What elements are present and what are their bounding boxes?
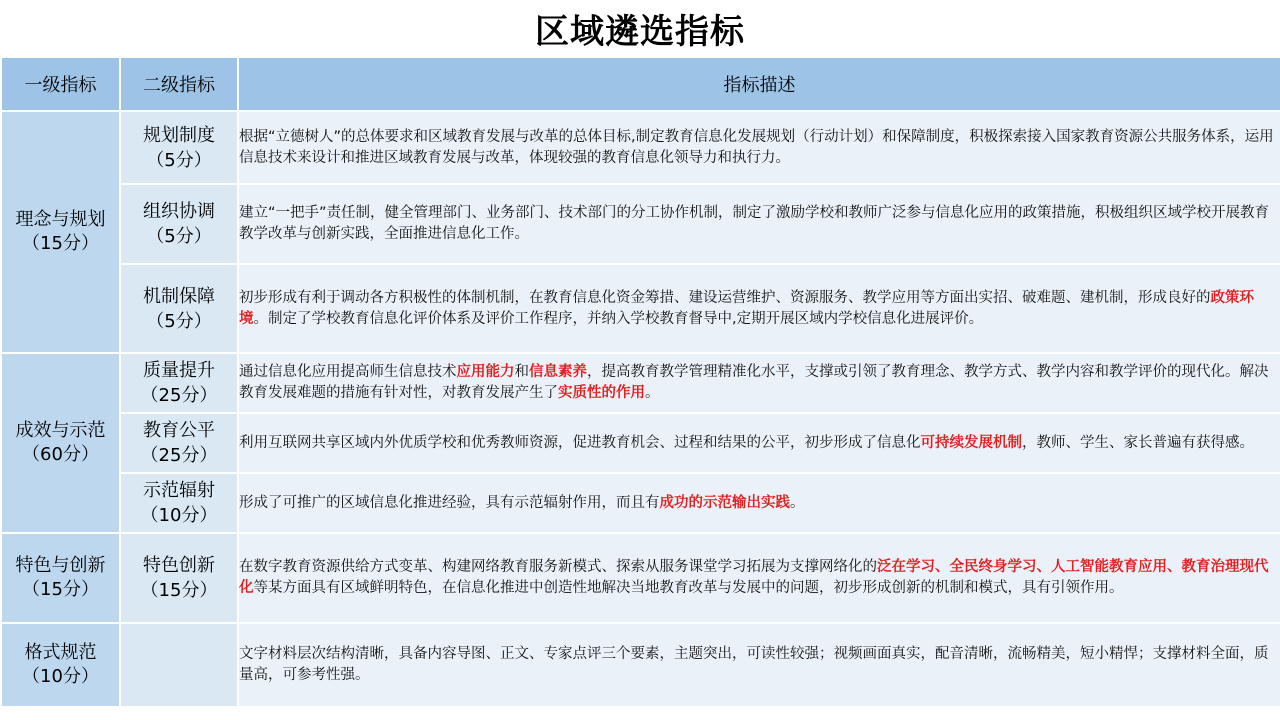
subcategory-name: 组织协调 (143, 201, 215, 222)
highlight-text: 实质性的作用 (558, 385, 645, 401)
description-cell (238, 353, 1280, 413)
description-cell (238, 623, 1280, 707)
subcategory-score: （5分） (146, 310, 212, 332)
category-cell (1, 623, 120, 707)
highlight-text: 信息素养 (529, 364, 587, 380)
indicator-table (0, 56, 1280, 708)
subcategory-name: 机制保障 (143, 285, 215, 307)
highlight-text: 应用能力 (456, 364, 515, 380)
table-row (1, 264, 1280, 353)
category-cell (1, 353, 120, 533)
description-text: 初步形成有利于调动各方积极性的体制机制，在教育信息化资金筹措、建设运营维护、资源服务、教学应用等方面出实招、破难题、建机制，形成良好的 (239, 289, 1211, 306)
subcategory-cell (120, 184, 238, 264)
table-header-row (1, 57, 1280, 111)
highlight-text: 政策环境 (239, 289, 1254, 327)
header-level2: 二级指标 (120, 57, 238, 111)
description-cell (238, 111, 1280, 184)
subcategory-score: （5分） (146, 226, 212, 247)
subcategory-score: （25分） (140, 445, 218, 466)
subcategory-cell (120, 413, 238, 473)
table-row (1, 184, 1280, 264)
subcategory-name: 质量提升 (143, 360, 215, 381)
header-description: 指标描述 (238, 57, 1280, 111)
subcategory-name: 示范辐射 (143, 480, 215, 501)
description-text: 和 (514, 364, 529, 380)
table-row (1, 413, 1280, 473)
description-text: 根据“立德树人”的总体要求和区域教育发展与改革的总体目标,制定教育信息化发展规划（行动计划）和保障制度，积极探索接入国家教育资源公共服务体系，运用信息技术来设计和推进区域教育发展与改革，体现较强的教育信息化领导力和执行力。 (239, 128, 1274, 166)
category-name: 理念与规划 (15, 209, 106, 230)
table-row (1, 533, 1280, 623)
description-text: 文字材料层次结构清晰，具备内容导图、正文、专家点评三个要素，主题突出，可读性较强；视频画面真实，配音清晰，流畅精美，短小精悍；支撑材料全面，质量高，可参考性强。 (239, 646, 1269, 683)
description-text: 在数字教育资源供给方式变革、构建网络教育服务新模式、探索从服务课堂学习拓展为支撑网络化的 (239, 559, 877, 575)
description-cell (238, 413, 1280, 473)
description-text: ，提高教育教学管理精准化水平，支撑或引领了教育理念、教学方式、教学内容和教学评价的现代化。解决教育发展难题的措施有针对性，对教育发展产生了 (239, 364, 1269, 401)
subcategory-cell (120, 111, 238, 184)
category-name: 特色与创新 (15, 555, 106, 576)
subcategory-cell (120, 473, 238, 533)
table-row (1, 353, 1280, 413)
subcategory-score: （10分） (140, 505, 218, 526)
category-name: 格式规范 (24, 642, 97, 663)
page-title: 区域遴选指标 (535, 12, 745, 52)
highlight-text: 泛在学习、全民终身学习、人工智能教育应用、教育治理现代化 (239, 559, 1269, 596)
description-cell (238, 533, 1280, 623)
description-text: 。 (645, 385, 660, 401)
description-cell (238, 264, 1280, 353)
subcategory-name: 规划制度 (143, 124, 215, 146)
subcategory-cell (120, 533, 238, 623)
subcategory-score: （15分） (140, 580, 218, 601)
description-text: 等某方面具有区域鲜明特色，在信息化推进中创造性地解决当地教育改革与发展中的问题，初步形成创新的机制和模式，具有引领作用。 (253, 580, 1124, 596)
category-score: （10分） (22, 666, 99, 687)
subcategory-score: （25分） (140, 385, 218, 406)
category-cell (1, 111, 120, 353)
description-cell (238, 184, 1280, 264)
description-text: 。制定了学校教育信息化评价体系及评价工作程序，并纳入学校教育督导中,定期开展区域内学校信息化进展评价。 (253, 310, 984, 327)
description-text: 建立“一把手”责任制，健全管理部门、业务部门、技术部门的分工协作机制，制定了激励学校和教师广泛参与信息化应用的政策措施，积极组织区域学校开展教育教学改革与创新实践，全面推进信息化工作。 (239, 205, 1270, 242)
table-row (1, 473, 1280, 533)
category-name: 成效与示范 (15, 420, 106, 441)
highlight-text: 可持续发展机制 (920, 434, 1022, 451)
category-score: （15分） (22, 579, 99, 600)
header-level1: 一级指标 (1, 57, 120, 111)
subcategory-score: （5分） (146, 149, 212, 171)
subcategory-name: 教育公平 (143, 420, 215, 441)
description-text: 。 (790, 494, 805, 511)
subcategory-cell (120, 623, 238, 707)
table-row (1, 111, 1280, 184)
description-text: 形成了可推广的区域信息化推进经验，具有示范辐射作用，而且有 (239, 494, 660, 511)
description-cell (238, 473, 1280, 533)
description-text: 通过信息化应用提高师生信息技术 (239, 364, 457, 380)
subcategory-name: 特色创新 (143, 555, 215, 576)
subcategory-cell (120, 264, 238, 353)
highlight-text: 成功的示范输出实践 (659, 494, 790, 511)
table-row (1, 623, 1280, 707)
description-text: 利用互联网共享区域内外优质学校和优秀教师资源，促进教育机会、过程和结果的公平，初步形成了信息化 (239, 434, 921, 451)
category-score: （60分） (22, 444, 99, 465)
subcategory-cell (120, 353, 238, 413)
category-score: （15分） (22, 233, 99, 254)
description-text: ，教师、学生、家长普遍有获得感。 (1022, 434, 1254, 451)
category-cell (1, 533, 120, 623)
